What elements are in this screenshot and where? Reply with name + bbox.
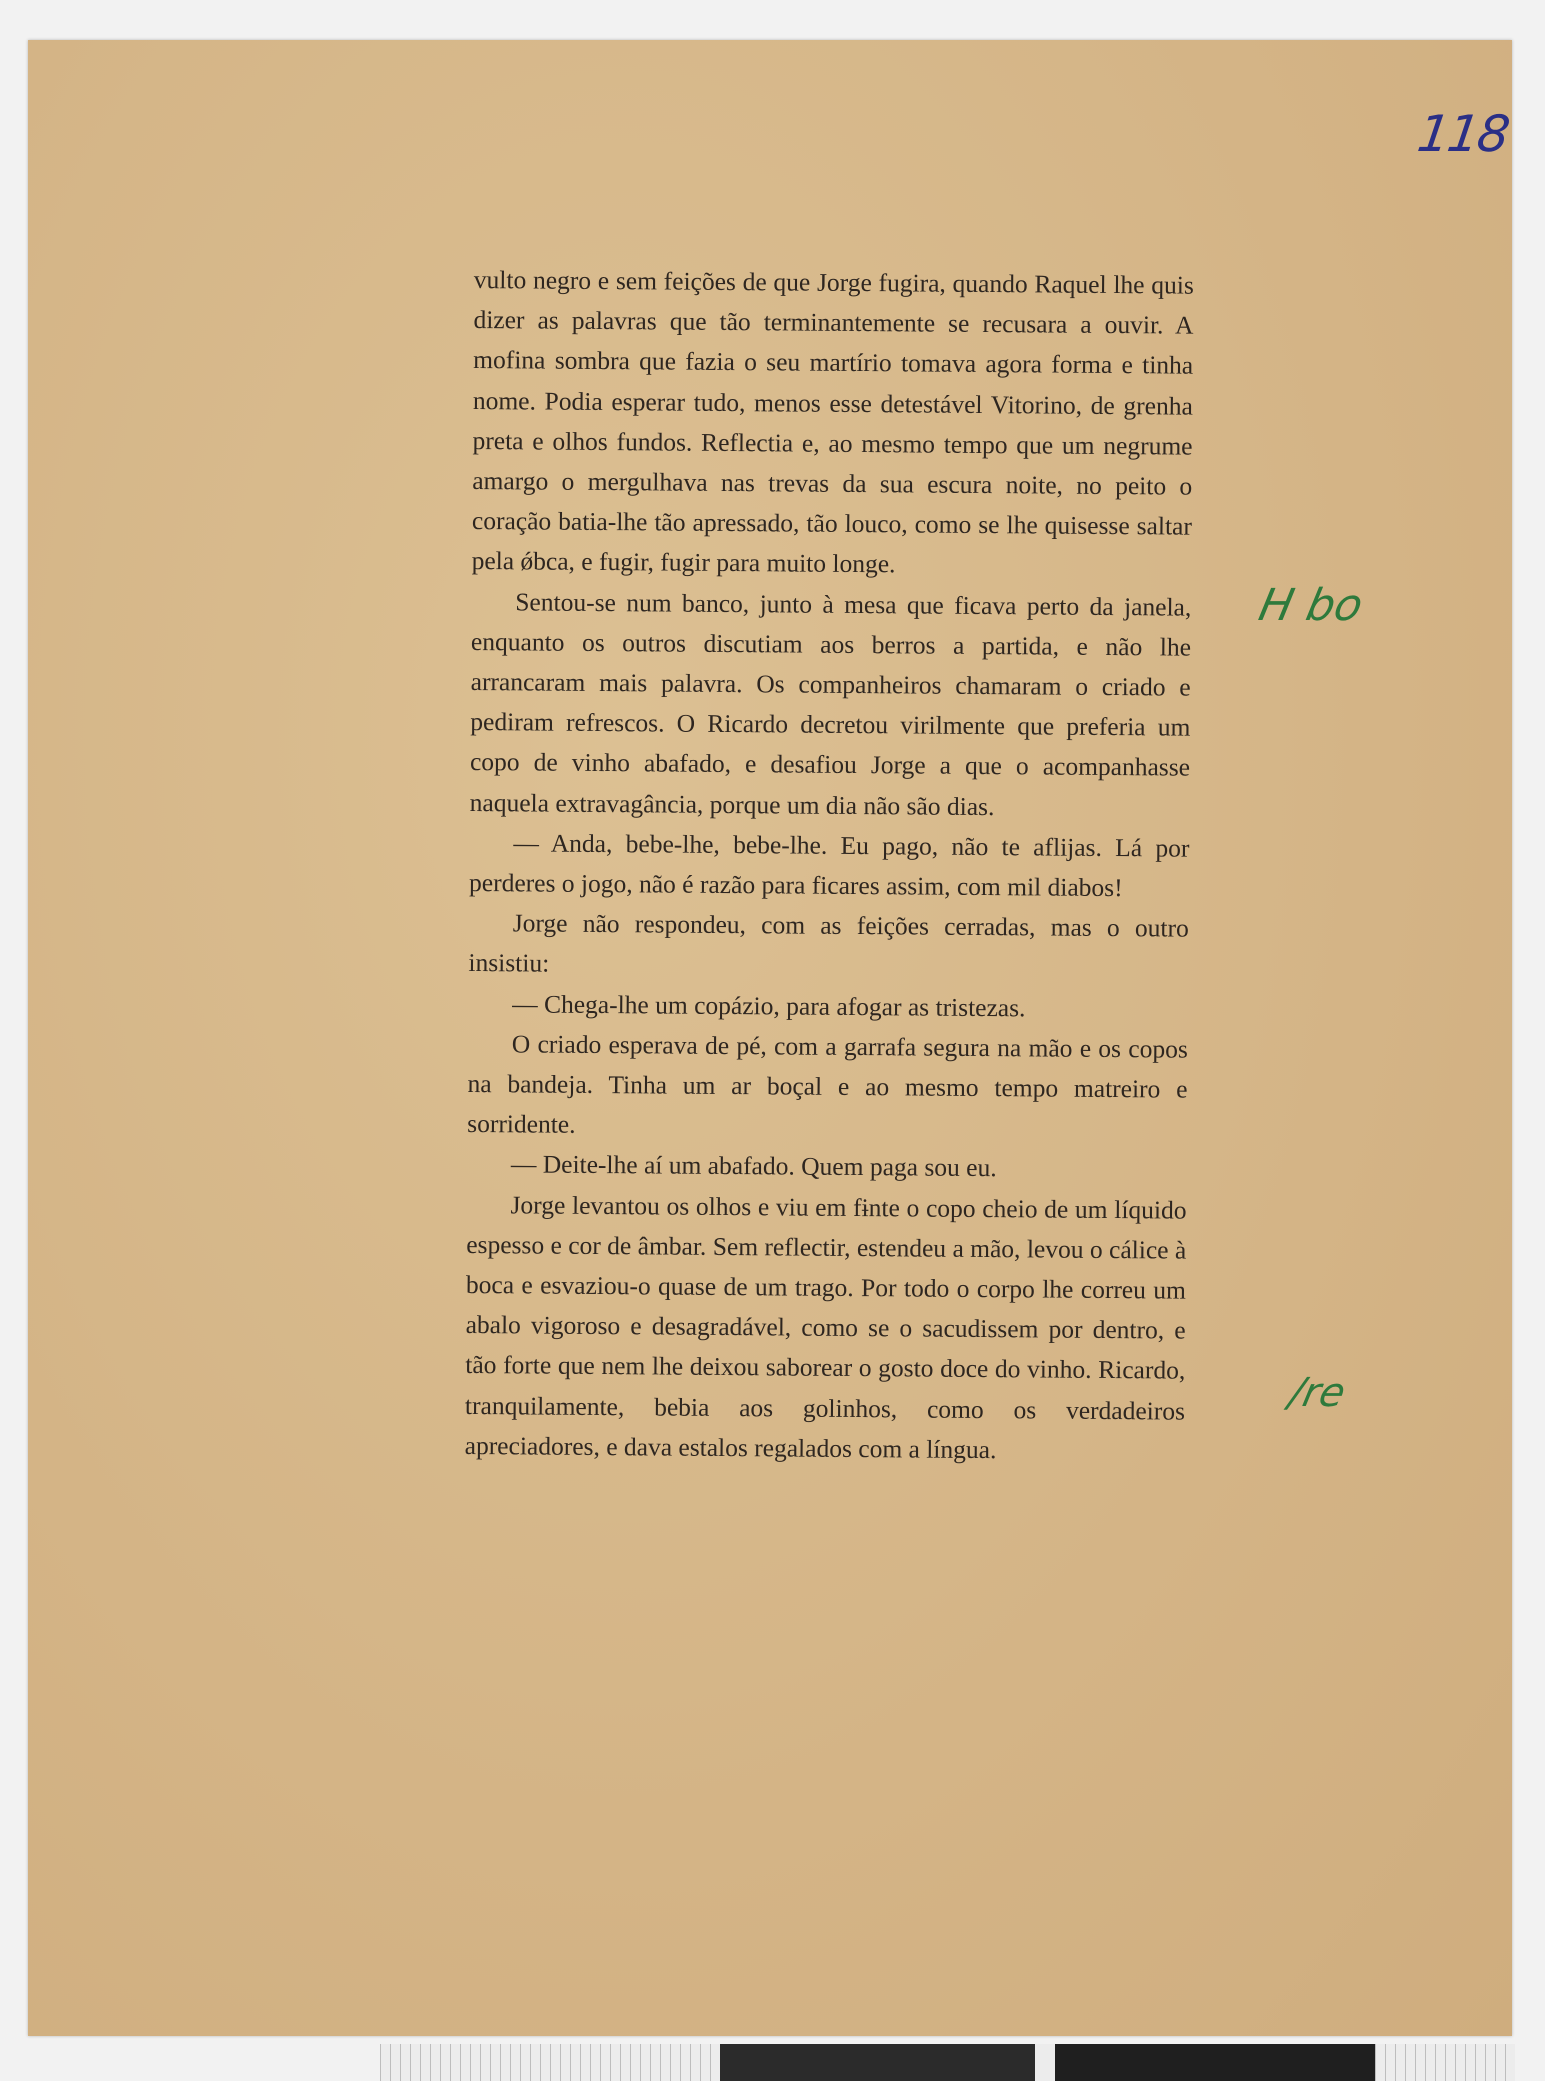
paragraph: O criado esperava de pé, com a garrafa segura na mão e os copos na bandeja. Tinha um ar boçal e ao mesmo tempo matreiro e sorridente. [467, 1029, 1188, 1140]
body-text [465, 260, 1194, 1472]
paragraph: — Anda, bebe-lhe, bebe-lhe. Eu pago, não te aflijas. Lá por perderes o jogo, não é razão para ficares assim, com mil diabos! [468, 828, 1190, 903]
margin-correction-note: H bo [1254, 580, 1368, 631]
paragraph: Jorge levantou os olhos e viu em fɨnte o copo cheio de um líquido espesso e cor de âmbar. Sem reflectir, estendeu a mão, levou o cálice à boca e esvaziou-o quase de um trago. Por todo o corpo lhe correu um abalo vigoroso e desagradável, como se o sacudissem por dentro, e tão forte que nem lhe deixou saborear o gosto doce do vinho. Ricardo, tranquilamente, bebia aos golinhos, como os verdadeiros apreciadores, e dava estalos regalados com a língua. [464, 1189, 1187, 1465]
paper-sheet [28, 40, 1512, 2036]
scale-black-block [1055, 2044, 1375, 2081]
paragraph: vulto negro e sem feições de que Jorge fugira, quando Raquel lhe quis dizer as palavras que tão terminantemente se recusara a ouvir. A mofina sombra que fazia o seu martírio tomava agora forma e tinha nome. Podia esperar tudo, menos esse detestável Vitorino, de grenha preta e olhos fundos. Reflectia e, ao mesmo tempo que um negrume amargo o mergulhava nas trevas da sua escura noite, no peito o coração batia-lhe tão apressado, tão louco, como se lhe quisesse saltar pela ǿbca, e fugir, fugir para muito longe. [471, 264, 1194, 579]
scale-black-block [720, 2044, 1035, 2081]
ruler-ticks [380, 2044, 720, 2081]
paragraph: Jorge não respondeu, com as feições cerradas, mas o outro insistiu: [468, 908, 1189, 979]
ruler-ticks [1375, 2044, 1515, 2081]
scale-gap [1035, 2044, 1055, 2081]
paragraph: — Chega-lhe um copázio, para afogar as tristezas. [512, 988, 1026, 1023]
paragraph: — Deite-lhe aí um abafado. Quem paga sou eu. [510, 1149, 997, 1183]
paragraph: Sentou-se num banco, junto à mesa que ficava perto da janela, enquanto os outros discutiam aos berros a partida, e não lhe arrancaram mais palavra. Os companheiros chamaram o criado e pediram refrescos. O Ricardo decretou virilmente que preferia um copo de vinho abafado, e desafiou Jorge a que o acompanhasse naquela extravagância, porque um dia não são dias. [469, 586, 1192, 821]
margin-correction-note: /re [1285, 1370, 1350, 1416]
page-number: 118 [1413, 105, 1512, 163]
color-scale-bar [380, 2044, 1515, 2081]
